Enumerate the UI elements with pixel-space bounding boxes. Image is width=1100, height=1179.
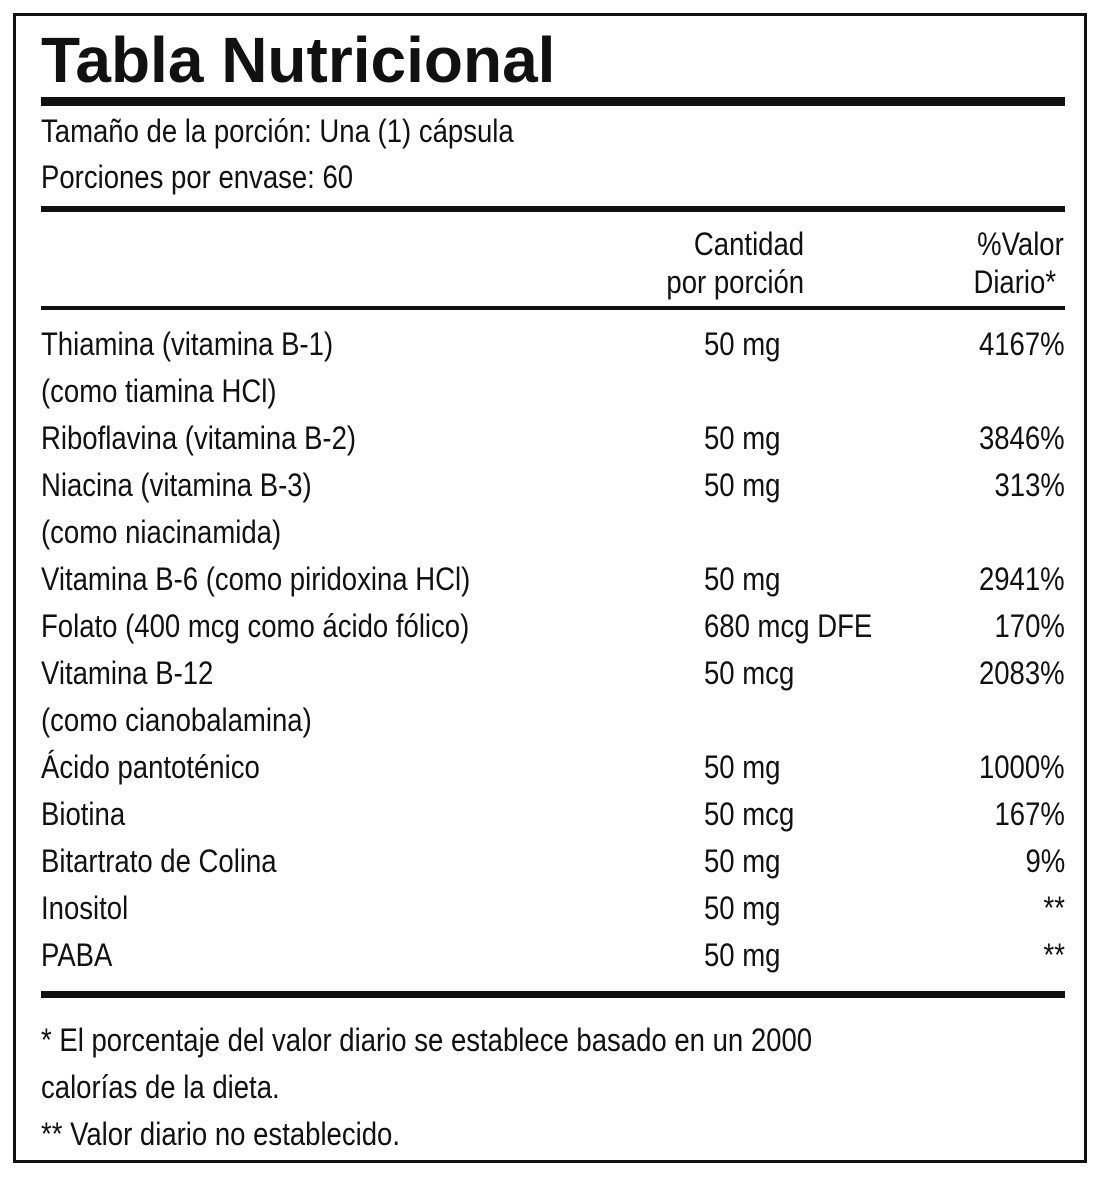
table-row [41,697,1065,744]
nutrient-name: Vitamina B-12 [41,655,214,691]
table-row [41,603,1065,650]
table-row [41,415,1065,462]
header-amount-line1: Cantidad [693,226,804,262]
title-divider [41,97,1065,106]
table-row [41,932,1065,979]
nutrient-daily-value: 313% [994,467,1065,503]
nutrient-amount: 50 mg [704,467,781,503]
footnote-not-established: ** Valor diario no establecido. [41,1116,400,1152]
nutrient-name: Riboflavina (vitamina B-2) [41,420,357,456]
footnote-daily-value: * El porcentaje del valor diario se establece basado en un 2000 [41,1022,813,1058]
table-bottom-divider [41,991,1065,998]
serving-size: Tamaño de la porción: Una (1) cápsula [41,113,514,149]
table-row [41,462,1065,509]
nutrient-daily-value: 9% [1025,843,1065,879]
nutrient-daily-value: 2941% [979,561,1065,597]
nutrient-daily-value: 170% [994,608,1065,644]
serving-divider [41,206,1065,212]
nutrient-name: Inositol [41,890,129,926]
nutrient-name: Vitamina B-6 (como piridoxina HCl) [41,561,471,597]
header-dv-line1: %Valor [977,226,1064,262]
nutrient-amount: 50 mg [704,890,781,926]
nutrient-name: Thiamina (vitamina B-1) [41,326,334,362]
header-amount-line2: por porción [666,264,804,300]
table-row [41,791,1065,838]
table-row [41,744,1065,791]
nutrient-name: Niacina (vitamina B-3) [41,467,312,503]
header-divider [41,306,1065,310]
table-row [41,838,1065,885]
nutrient-daily-value: 1000% [979,749,1065,785]
nutrient-name: Bitartrato de Colina [41,843,277,879]
table-row [41,650,1065,697]
nutrition-facts-panel [13,13,1087,1163]
nutrient-daily-value: ** [1043,890,1065,926]
nutrient-amount: 50 mg [704,843,781,879]
nutrient-name: (como cianobalamina) [41,702,312,738]
table-row [41,885,1065,932]
table-row [41,368,1065,415]
nutrient-amount: 50 mcg [704,796,795,832]
label-title: Tabla Nutricional [41,24,556,96]
nutrient-name: (como niacinamida) [41,514,282,550]
nutrition-facts-content [41,16,1065,1160]
nutrient-amount: 50 mg [704,937,781,973]
table-row [41,556,1065,603]
nutrient-amount: 50 mg [704,561,781,597]
nutrient-amount: 50 mg [704,420,781,456]
nutrient-name: Ácido pantoténico [41,749,260,785]
nutrient-name: (como tiamina HCl) [41,373,277,409]
nutrient-name: PABA [41,937,113,973]
nutrient-daily-value: 167% [994,796,1065,832]
nutrient-name: Biotina [41,796,126,832]
nutrient-daily-value: 3846% [979,420,1065,456]
header-dv-line2: Diario* [973,264,1056,300]
nutrient-amount: 680 mcg DFE [704,608,873,644]
nutrient-daily-value: ** [1043,937,1065,973]
nutrient-amount: 50 mcg [704,655,795,691]
nutrient-daily-value: 4167% [979,326,1065,362]
table-row [41,509,1065,556]
nutrient-name: Folato (400 mcg como ácido fólico) [41,608,470,644]
nutrient-amount: 50 mg [704,749,781,785]
servings-per-container: Porciones por envase: 60 [41,159,354,195]
footnote-calories: calorías de la dieta. [41,1069,280,1105]
table-row [41,321,1065,368]
nutrient-daily-value: 2083% [979,655,1065,691]
nutrient-amount: 50 mg [704,326,781,362]
